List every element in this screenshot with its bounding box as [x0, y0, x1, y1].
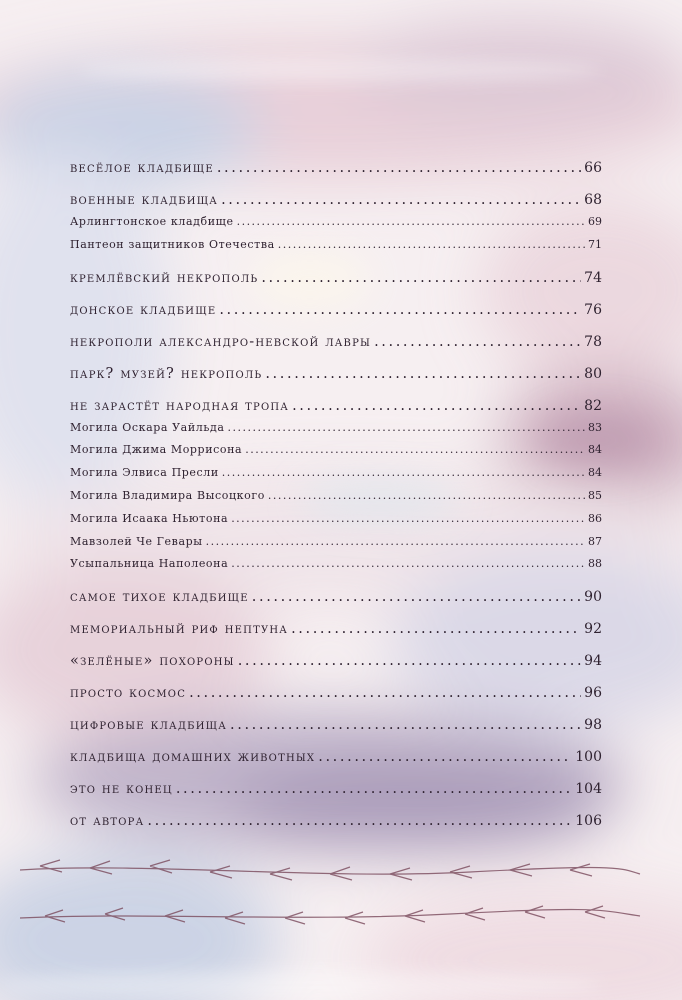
toc-entry[interactable]	[70, 192, 602, 215]
toc-entry-title: весёлое кладбище	[70, 160, 214, 176]
toc-entry-title: некрополи александро-невской лавры	[70, 333, 372, 350]
toc-entry-title: Могила Исаака Ньютона	[70, 511, 229, 525]
toc-entry-page-number: 86	[588, 511, 602, 525]
dot-leader	[219, 302, 581, 318]
toc-entry-page-number: 87	[588, 534, 602, 548]
toc-entry-title: Могила Владимира Высоцкого	[70, 488, 265, 502]
toc-entry-page-number: 90	[584, 589, 602, 606]
toc-entry-page-number: 66	[584, 160, 602, 176]
toc-entry[interactable]	[70, 270, 602, 293]
toc-subentry[interactable]	[70, 535, 602, 558]
dot-leader	[147, 813, 572, 829]
toc-entry-title: Могила Джима Моррисона	[70, 443, 243, 457]
toc-entry-title: кремлёвский некрополь	[70, 269, 259, 286]
toc-entry-page-number: 92	[584, 621, 602, 638]
dot-leader	[231, 557, 585, 570]
toc-entry-title: цифровые кладбища	[70, 717, 228, 734]
toc-entry[interactable]	[70, 781, 602, 804]
toc-entry-page-number: 84	[588, 443, 602, 457]
toc-entry-title: Арлингтонское кладбище	[70, 215, 234, 228]
toc-entry-page-number: 69	[588, 215, 602, 228]
toc-entry[interactable]	[70, 749, 602, 772]
dot-leader	[206, 535, 585, 548]
toc-subentry[interactable]	[70, 238, 602, 261]
toc-entry-title: кладбища домашних животных	[70, 749, 316, 766]
toc-entry-page-number: 106	[575, 813, 602, 830]
dot-leader	[265, 366, 581, 382]
toc-entry-page-number: 96	[584, 685, 602, 702]
toc-entry[interactable]	[70, 653, 602, 676]
dot-leader	[176, 781, 572, 797]
toc-entry-title: парк? музей? некрополь	[70, 365, 263, 382]
toc-entry-title: военные кладбища	[70, 192, 219, 208]
table-of-contents	[70, 160, 602, 836]
dot-leader	[221, 192, 581, 208]
toc-subentry[interactable]	[70, 512, 602, 535]
toc-entry-page-number: 94	[584, 653, 602, 670]
toc-subentry[interactable]	[70, 421, 602, 444]
toc-entry-page-number: 98	[584, 717, 602, 734]
toc-entry-page-number: 104	[575, 781, 602, 798]
dot-leader	[231, 512, 585, 525]
dot-leader	[227, 421, 585, 434]
dot-leader	[237, 215, 585, 228]
toc-entry-title: самое тихое кладбище	[70, 589, 249, 606]
toc-subentry[interactable]	[70, 443, 602, 466]
toc-entry-page-number: 80	[584, 365, 602, 382]
toc-entry-page-number: 76	[584, 301, 602, 318]
toc-entry-title: от автора	[70, 813, 145, 830]
toc-entry-title: Мавзолей Че Гевары	[70, 534, 203, 548]
dot-leader	[292, 398, 581, 414]
toc-entry[interactable]	[70, 366, 602, 389]
dot-leader	[230, 717, 581, 733]
toc-subentry[interactable]	[70, 215, 602, 238]
toc-entry-page-number: 83	[588, 420, 602, 434]
toc-entry-page-number: 68	[584, 192, 602, 208]
toc-entry[interactable]	[70, 589, 602, 612]
toc-entry[interactable]	[70, 813, 602, 836]
dot-leader	[245, 443, 585, 456]
toc-entry-title: Могила Оскара Уайльда	[70, 420, 225, 434]
toc-entry-title: Пантеон защитников Отечества	[70, 237, 275, 251]
toc-subentry[interactable]	[70, 489, 602, 512]
dot-leader	[189, 685, 581, 701]
dot-leader	[222, 466, 585, 479]
toc-entry-page-number: 100	[575, 749, 602, 766]
toc-entry-title: не зарастёт народная тропа	[70, 397, 290, 414]
toc-subentry[interactable]	[70, 466, 602, 489]
toc-entry-page-number: 82	[584, 397, 602, 414]
toc-subentry[interactable]	[70, 557, 602, 580]
dot-leader	[217, 160, 581, 176]
toc-entry-page-number: 74	[584, 269, 602, 286]
toc-entry-title: Усыпальница Наполеона	[70, 557, 229, 571]
toc-entry-title: мемориальный риф нептуна	[70, 621, 289, 638]
dot-leader	[291, 621, 581, 637]
toc-entry[interactable]	[70, 334, 602, 357]
dot-leader	[318, 749, 572, 765]
toc-entry-page-number: 78	[584, 333, 602, 350]
dot-leader	[278, 238, 585, 251]
toc-entry[interactable]	[70, 302, 602, 325]
toc-entry-title: это не конец	[70, 781, 173, 798]
toc-entry-page-number: 71	[588, 237, 602, 251]
dot-leader	[238, 653, 581, 669]
toc-entry-page-number: 85	[588, 488, 602, 502]
toc-entry-title: просто космос	[70, 685, 187, 702]
dot-leader	[268, 489, 585, 502]
toc-entry[interactable]	[70, 621, 602, 644]
toc-entry[interactable]	[70, 685, 602, 708]
dot-leader	[374, 334, 581, 350]
toc-entry-page-number: 88	[588, 557, 602, 571]
dot-leader	[261, 270, 581, 286]
toc-entry[interactable]	[70, 398, 602, 421]
dot-leader	[252, 589, 581, 605]
toc-entry-page-number: 84	[588, 466, 602, 480]
toc-entry-title: Могила Элвиса Пресли	[70, 466, 219, 480]
toc-entry-title: «зелёные» похороны	[70, 653, 235, 670]
toc-entry[interactable]	[70, 717, 602, 740]
toc-entry[interactable]	[70, 160, 602, 183]
toc-entry-title: донское кладбище	[70, 301, 217, 318]
